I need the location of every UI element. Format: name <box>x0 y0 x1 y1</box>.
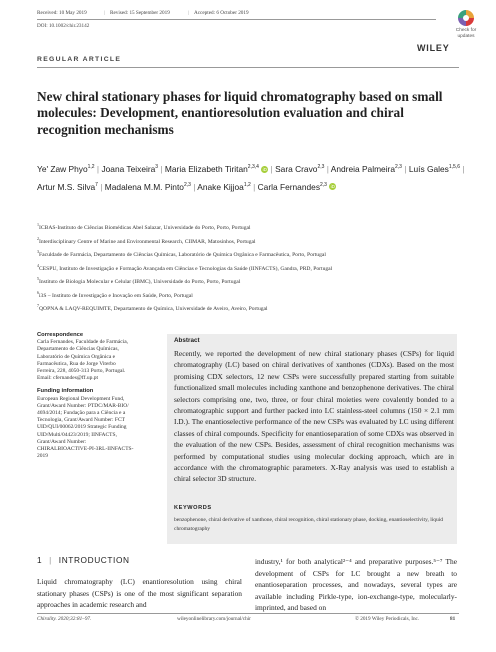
author-separator: | <box>401 163 409 174</box>
body-right-column: industry,¹ for both analytical²⁻⁴ and preparative purposes.⁵⁻⁷ The development of CSPs for LC brought a new breath to enantioseparation processes, and nowadays, several types are available including Pirkle-type, ion-exchange-type, molecularly-imprinted, and based on <box>255 557 457 613</box>
sidebar-line: European Regional Development Fund, <box>37 395 125 402</box>
affiliation-item <box>37 301 467 315</box>
sidebar-line: Laboratório de Química Orgânica e <box>37 353 116 360</box>
sidebar-line: Grant/Award Number: <box>37 438 87 445</box>
separator: | <box>188 10 190 16</box>
author-list <box>37 160 467 195</box>
affiliation-item <box>37 288 467 302</box>
sidebar-line: CHIRALBIOACTIVE-PI-3RL-IINFACTS- <box>37 446 134 453</box>
doi[interactable]: DOI: 10.1002/chir.23142 <box>37 23 90 29</box>
author-affil-sup: 1,2 <box>243 181 251 188</box>
sidebar-line: Email: cfernandes@ff.up.pt <box>37 375 99 382</box>
sidebar-line: Carla Fernandes, Faculdade de Farmácia, <box>37 339 129 346</box>
affiliation-number: 3 <box>37 249 39 255</box>
badge-line2: updates <box>457 33 475 39</box>
author-separator: | <box>459 163 465 174</box>
body-left-column: Liquid chromatography (LC) enantioresolution using chiral stationary phases (CSPs) is one of the most significant separation approaches in academic research and <box>37 577 242 610</box>
affiliation-item <box>37 274 467 288</box>
author-affil-sup: 1,2 <box>87 164 95 170</box>
affiliation-number: 1 <box>37 222 39 227</box>
affiliation-item <box>37 247 467 261</box>
affiliation-text: CESPU, Instituto de Investigação e Formação Avançada em Ciências e Tecnologias da Saúde (IINFACTS), Gandra, PRD, Portugal <box>39 265 333 272</box>
sidebar <box>37 332 164 460</box>
author-affil-sup: 2,3,4 <box>247 164 259 170</box>
funding-heading: Funding information <box>37 388 94 395</box>
sidebar-line: UID/Multi/04423/2019; IINFACTS, <box>37 431 117 438</box>
abstract-text: Recently, we reported the development of new chiral stationary phases (CSPs) for liquid chromatography (LC) based on chiral derivatives of xanthones (CDXs). Based on the most promising CDX selectors, 12 new CSPs were successfully prepared starting from suitable functionalized small molecules including xanthone and benzophenone derivatives. The chiral selectors comprising one, two, three, or four chiral moieties were covalently bonded to a chromatographic support and further packed into LC stainless-steel columns (150 × 2.1 mm I.D.). The enantioselective performance of the new CSPs was evaluated by LC using different classes of chiral compounds. Specificity for enantioseparation of some CDXs was observed in the evaluation of the new CSPs. Besides, assessment of chiral recognition mechanisms was performed by computational studies using molecular docking approach, which are in accordance with the chromatographic parameters. X-Ray analysis was used to establish a chiral selector 3D structure. <box>174 349 454 484</box>
author-separator: | <box>97 181 105 192</box>
affiliation-text: i3S – Instituto de Investigação e Inovação em Saúde, Porto, Portugal <box>39 292 193 299</box>
separator: | <box>104 10 106 16</box>
affiliation-number: 2 <box>37 235 39 241</box>
author-affil-sup: 2,3 <box>395 164 402 170</box>
author-name[interactable]: Maria Elizabeth Tiritan <box>164 163 248 174</box>
author-separator: | <box>94 163 102 174</box>
funding-text <box>37 396 164 461</box>
affiliation-item <box>37 220 467 234</box>
sidebar-line: Tecnologia, Grant/Award Number: FCT <box>37 417 126 424</box>
publisher-logo: WILEY <box>417 43 450 53</box>
author-separator: | <box>268 163 276 174</box>
article-title: New chiral stationary phases for liquid chromatography based on small molecules: Development, enantioresolution evaluation and chiral recognition mechanisms <box>37 89 443 137</box>
sidebar-line: 4694/2014; Fundação para a Ciência e a <box>37 410 126 417</box>
sidebar-line: UID/QUI/00062/2019 Strategic Funding <box>37 424 127 431</box>
author-affil-sup: 7 <box>95 181 98 188</box>
author-name[interactable]: Luís Gales <box>408 163 449 174</box>
crossmark-icon <box>458 10 474 26</box>
check-for-updates-badge[interactable] <box>446 10 486 44</box>
affiliation-item <box>37 261 467 275</box>
author-name[interactable]: Ye' Zaw Phyo <box>37 163 88 174</box>
affiliation-number: 4 <box>37 262 39 268</box>
orcid-icon[interactable]: iD <box>262 166 267 172</box>
author-affil-sup: 2,3 <box>317 164 325 170</box>
author-affil-sup: 2,3 <box>320 181 327 188</box>
sidebar-line: Departamento de Ciências Químicas, <box>37 346 119 353</box>
author-name[interactable]: Madalena M.M. Pinto <box>104 181 184 192</box>
footer-url[interactable]: wileyonlinelibrary.com/journal/chir <box>177 616 251 622</box>
accepted-date: Accepted: 6 October 2019 <box>194 10 249 16</box>
article-type: REGULAR ARTICLE <box>37 56 122 63</box>
author-separator: | <box>250 181 258 192</box>
author-separator: | <box>324 163 331 174</box>
footer-citation: Chirality. 2020;32:81–97. <box>37 616 92 622</box>
affiliation-number: 6 <box>37 289 39 295</box>
received-date: Received: 10 May 2019 <box>37 10 87 16</box>
author-name[interactable]: Sara Cravo <box>275 163 318 174</box>
footer-copyright: © 2019 Wiley Periodicals, Inc. <box>355 616 420 622</box>
affiliation-number: 5 <box>37 276 39 282</box>
correspondence-heading: Correspondence <box>37 332 84 338</box>
author-separator: | <box>190 181 198 192</box>
badge-line1: Check for <box>455 28 477 33</box>
author-name[interactable]: Carla Fernandes <box>257 181 321 192</box>
section-heading: 1 | INTRODUCTION <box>37 555 130 565</box>
affiliation-text: ICBAS-Instituto de Ciências Biomédicas Abel Salazar, Universidade do Porto, Porto, Portugal <box>39 224 251 231</box>
keywords-heading: KEYWORDS <box>174 505 212 511</box>
affiliation-item <box>37 234 467 248</box>
keywords-text: benzophenone, chiral derivative of xanthone, chiral recognition, chiral stationary phase, docking, enantioselectivity, liquid chromatography <box>174 517 444 532</box>
page-number: 81 <box>450 616 456 622</box>
author-name[interactable]: Anake Kijjoa <box>197 181 244 192</box>
sidebar-line: Farmacêutica, Rua de Jorge Viterbo <box>37 360 116 367</box>
orcid-icon[interactable]: iD <box>330 184 335 190</box>
affiliation-text: Faculdade de Farmácia, Departamento de Ciências Químicas, Laboratório de Química Orgânica e Farmacêutica, Porto, Portugal <box>39 251 326 258</box>
footer-rule <box>37 613 459 614</box>
affiliation-text: Instituto de Biologia Molecular e Celular (IBMC), Universidade do Porto, Porto, Portugal <box>39 279 241 286</box>
sidebar-line: Grant/Award Number: PTDC/MAR-BIO/ <box>37 402 129 409</box>
affiliation-number: 7 <box>37 303 39 309</box>
affiliation-list <box>37 220 467 315</box>
author-name[interactable]: Andreia Palmeira <box>330 163 396 174</box>
author-affil-sup: 1,5,6 <box>448 164 460 170</box>
correspondence-text <box>37 339 164 382</box>
header-rule <box>37 19 436 20</box>
section-title: INTRODUCTION <box>58 555 130 565</box>
revised-date: Revised: 15 September 2019 <box>110 10 170 16</box>
author-name[interactable]: Artur M.S. Silva <box>37 181 96 192</box>
section-number: 1 <box>37 555 43 565</box>
affiliation-text: QOPNA & LAQV-REQUIMTE, Departamento de Química, Universidade de Aveiro, Aveiro, Portugal <box>39 306 268 313</box>
sidebar-line: Ferreira, 228, 4050-313 Porto, Portugal. <box>37 368 126 375</box>
author-separator: | <box>158 163 165 174</box>
author-affil-sup: 3 <box>155 164 159 170</box>
author-name[interactable]: Joana Teixeira <box>101 163 156 174</box>
article-type-rule <box>37 67 459 68</box>
affiliation-text: Interdisciplinary Centre of Marine and Environmental Research, CIIMAR, Matosinhos, Portugal <box>39 238 256 245</box>
sidebar-line: 2019 <box>37 453 48 460</box>
abstract-heading: Abstract <box>174 337 200 344</box>
author-affil-sup: 2,3 <box>183 181 191 188</box>
